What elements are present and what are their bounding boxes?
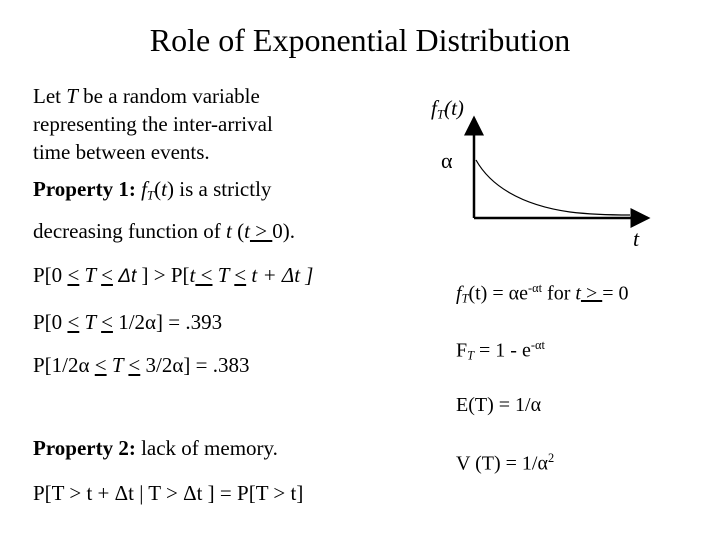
subscript-T: T (436, 106, 445, 122)
variable-T: T (79, 310, 102, 334)
formula-text: = 0 (602, 282, 629, 305)
ge-symbol: > (580, 282, 603, 305)
f-symbol: f (456, 282, 462, 305)
t-symbol: t (189, 263, 196, 287)
cdf-formula (456, 338, 545, 364)
graph-x-label (633, 226, 639, 252)
f-symbol: f (431, 96, 437, 120)
subscript-T: T (467, 348, 475, 363)
eq-text: 3/2α] = .383 (140, 353, 250, 377)
property-1-text: decreasing function of (33, 219, 227, 243)
formula-text: = 1 - e (474, 339, 531, 362)
le-symbol: < (101, 310, 113, 334)
intro-line-3: time between events. (33, 140, 210, 164)
t-symbol: t (633, 226, 640, 251)
subscript-T: T (461, 291, 469, 306)
subscript-T: T (146, 187, 155, 203)
formula-text: for (542, 282, 576, 305)
paren: ( (154, 177, 162, 201)
exponent: 2 (547, 451, 555, 465)
graph-alpha-label: α (441, 148, 453, 173)
slide-title: Role of Exponential Distribution (149, 22, 571, 58)
variance-formula (456, 451, 554, 475)
variable-T: T (79, 263, 102, 287)
t-symbol: t (161, 177, 168, 201)
eq-text: ] > P[ (141, 263, 190, 287)
delta-t: Δt (112, 266, 142, 287)
intro-text: be a random variable (77, 84, 260, 108)
paren: ) (167, 177, 175, 201)
formula-text: (t) = αe (468, 282, 528, 305)
eq-text: P[1/2α (33, 353, 95, 377)
decay-curve (476, 160, 630, 215)
t-symbol: t (226, 219, 232, 243)
le-symbol: < (94, 353, 107, 377)
variable-T: T (106, 353, 129, 377)
F-symbol: F (456, 339, 468, 362)
le-symbol: < (67, 310, 80, 334)
le-symbol: < (67, 263, 80, 287)
eq-text: P[0 (33, 263, 68, 287)
property-2-equation: P[T > t + Δt | T > Δt ] = P[T > t] (33, 481, 304, 505)
variable-T: T (66, 84, 78, 108)
le-symbol: < (195, 263, 213, 287)
eq-text: 1/2α] = .393 (112, 310, 223, 334)
graph-y-label (431, 96, 464, 122)
paren: ( (231, 219, 245, 243)
t-symbol: t (575, 282, 581, 305)
mean-formula: E(T) = 1/α (456, 394, 542, 416)
le-symbol: < (234, 263, 247, 287)
eq-text: P[0 (33, 310, 68, 334)
formula-text: V (T) = 1/α (456, 452, 548, 475)
variable-T: T (212, 263, 235, 287)
intro-line-2: representing the inter-arrival (33, 112, 273, 136)
le-symbol: < (128, 353, 141, 377)
property-2-text: lack of memory. (135, 436, 278, 460)
ge-symbol: > (249, 219, 273, 243)
property-1-text: is a strictly (174, 177, 272, 201)
t-symbol: t (244, 219, 250, 243)
exponent: -αt (530, 338, 545, 352)
t-symbol: (t) (444, 96, 464, 120)
eq-text: t + Δt ] (246, 263, 314, 287)
property-2-label: Property 2: (33, 436, 136, 460)
f-symbol: f (141, 177, 147, 201)
pdf-formula (456, 281, 629, 307)
exponent: -αt (527, 281, 543, 295)
intro-text: Let (33, 84, 67, 108)
property-1-label: Property 1: (33, 177, 136, 201)
le-symbol: < (101, 263, 113, 287)
property-1-text: 0). (272, 219, 296, 243)
